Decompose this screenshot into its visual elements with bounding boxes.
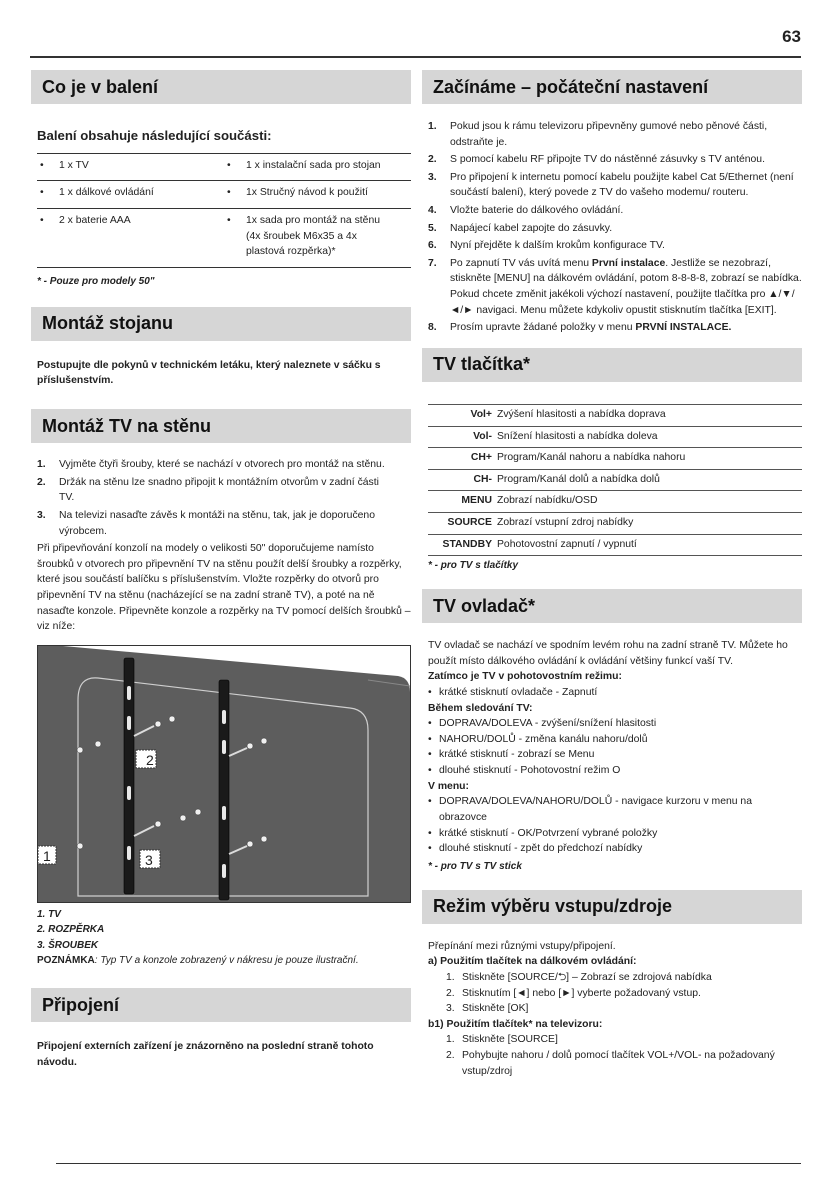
joystick-list-menu [428, 794, 802, 856]
table-row: Vol+ Zvýšení hlasitosti a nabídka doprava [428, 404, 802, 426]
list-item: • dlouhé stisknutí - Pohotovostní režim O [428, 765, 621, 777]
table-row: CH+ Program/Kanál nahoru a nabídka nahoru [428, 448, 802, 470]
list-item: 2. S pomocí kabelu RF připojte TV do nástěnné zásuvky s TV anténou. [428, 154, 765, 166]
stand-text: Postupujte dle pokynů v technickém letáku, který naleznete v sáčku s příslušenstvím. [37, 359, 381, 387]
list-item: 1. Stiskněte [SOURCE/⮌] – Zobrazí se zdrojová nabídka [446, 971, 712, 983]
table-row: SOURCE Zobrazí vstupní zdroj nabídky [428, 512, 802, 534]
package-item: 1 x instalační sada pro stojan [246, 159, 381, 171]
section-wall [31, 409, 411, 968]
list-item: • DOPRAVA/DOLEVA/NAHORU/DOLŮ - navigace kurzoru v menu na obrazovce [428, 796, 752, 823]
right-column [422, 70, 802, 1091]
package-item: 2 x baterie AAA [59, 215, 131, 227]
list-item: 1. Stiskněte [SOURCE] [446, 1034, 558, 1046]
package-table [37, 153, 411, 268]
table-row: STANDBY Pohotovostní zapnutí / vypnutí [428, 534, 802, 556]
list-item: 5. Napájecí kabel zapojte do zásuvky. [428, 222, 613, 234]
section-buttons [422, 348, 802, 573]
section-title-setup: Začínáme – počáteční nastavení [422, 70, 802, 104]
footer-rule [56, 1163, 801, 1164]
list-item: • krátké stisknutí ovladače - Zapnutí [428, 687, 598, 699]
section-setup [422, 70, 802, 336]
joystick-heading: Zatímco je TV v pohotovostním režimu: [428, 671, 622, 683]
connect-text: Připojení externích zařízení je znázorněno na poslední straně tohoto návodu. [37, 1041, 374, 1068]
list-item: • NAHORU/DOLŮ - změna kanálu nahoru/dolů [428, 733, 648, 745]
package-item: 1x sada pro montáž na stěnu (4x šroubek M6x35 a 4x plastová rozpěrka)* [246, 215, 381, 258]
list-item: 3. Na televizi nasaďte závěs k montáži na stěnu, tak, jak je doporučeno výrobcem. [37, 509, 375, 537]
figure-label: 3 [145, 851, 153, 868]
list-item: 3. Stiskněte [OK] [446, 1003, 529, 1015]
input-list-remote [446, 970, 802, 1017]
joystick-list-watching [428, 716, 802, 778]
buttons-footnote: * - pro TV s tlačítky [428, 560, 519, 572]
page-number: 63 [782, 27, 801, 46]
section-connect [31, 988, 411, 1070]
joystick-heading: V menu: [428, 780, 469, 792]
package-item: 1 x dálkové ovládání [59, 187, 154, 199]
tv-bracket-drawing [38, 646, 411, 903]
header-rule [30, 56, 801, 58]
figure-note: POZNÁMKA: Typ TV a konzole zobrazený v nákresu je pouze ilustrační. [37, 955, 359, 967]
list-item: • dlouhé stisknutí - zpět do předchozí nabídky [428, 843, 643, 855]
section-title-joystick: TV ovladač* [422, 589, 802, 623]
wall-steps [37, 457, 411, 539]
legend-item: 1. TV [37, 908, 61, 920]
package-item: 1x Stručný návod k použití [246, 187, 368, 199]
package-subtitle: Balení obsahuje následující součásti: [37, 128, 272, 143]
table-row: • 1 x TV • 1 x instalační sada pro stojan [37, 153, 411, 181]
joystick-heading: Během sledování TV: [428, 702, 533, 714]
table-row: CH- Program/Kanál dolů a nabídka dolů [428, 469, 802, 491]
input-heading-tv: b1) Použitím tlačítek* na televizoru: [428, 1018, 603, 1030]
legend-item: 2. ROZPĚRKA [37, 924, 105, 936]
section-stand [31, 307, 411, 389]
joystick-list-standby [428, 685, 802, 701]
section-title-connect: Připojení [31, 988, 411, 1022]
table-row: • 2 x baterie AAA • 1x sada pro montáž na stěnu (4x šroubek M6x35 a 4x plastová rozpěrka)* [37, 209, 411, 268]
input-list-tv [446, 1032, 802, 1079]
package-footnote: * - Pouze pro modely 50" [37, 275, 155, 287]
list-item: • krátké stisknutí - OK/Potvrzení vybrané položky [428, 827, 658, 839]
section-title-buttons: TV tlačítka* [422, 348, 802, 382]
list-item: 2. Stisknutím [◄] nebo [►] vyberte požadovaný vstup. [446, 987, 701, 999]
figure-legend [37, 907, 411, 954]
list-item: • DOPRAVA/DOLEVA - zvýšení/snížení hlasitosti [428, 718, 657, 730]
package-item: 1 x TV [59, 159, 89, 171]
list-item: 2. Pohybujte nahoru / dolů pomocí tlačítek VOL+/VOL- na požadovaný vstup/zdroj [446, 1049, 775, 1077]
figure-label: 2 [146, 751, 154, 768]
setup-steps [428, 119, 802, 336]
table-row: Vol- Snížení hlasitosti a nabídka doleva [428, 426, 802, 448]
wall-mount-illustration [37, 645, 411, 903]
list-item: • krátké stisknutí - zobrazí se Menu [428, 749, 595, 761]
joystick-intro: TV ovladač se nachází ve spodním levém rohu na zadní straně TV. Můžete ho použít místo dálkového ovládání k ovládání většiny funkcí vaší TV. [428, 640, 788, 667]
figure-label: 1 [43, 847, 51, 864]
wall-paragraph: Při připevňování konzolí na modely o velikosti 50" doporučujeme namísto šroubků v otvorech pro připevnění TV na stěnu použít delší šroubky a rozpěrky, které jsou součástí balíčku s příslušenstvím. Vložte rozpěrky do otvorů pro připevnění TV na stěnu (nacházející se na zadní straně TV), a poté na ně nasaďte konzole. Připevněte konzole a rozpěrky na TV pomocí delších šroubků – viz níže: [37, 543, 411, 633]
section-title-stand: Montáž stojanu [31, 307, 411, 341]
legend-item: 3. ŠROUBEK [37, 939, 99, 951]
list-item: 7. Po zapnutí TV vás uvítá menu První instalace. Jestliže se nezobrazí, stiskněte [MENU] na dálkovém ovládání, potom 8-8-8-8, zobrazí se nabídka. Pokud chcete změnit jakékoli výchozí nastavení, použijte tlačítka pro ▲/▼/◄/► navigaci. Menu můžete kdykoliv opustit stisknutím tlačítka [EXIT]. [428, 257, 802, 316]
list-item: 8. Prosím upravte žádané položky v menu PRVNÍ INSTALACE. [428, 322, 732, 334]
input-heading-remote: a) Použitím tlačítek na dálkovém ovládání: [428, 956, 637, 968]
input-intro: Přepínání mezi různými vstupy/připojení. [428, 940, 616, 952]
left-column [31, 70, 411, 1082]
list-item: 4. Vložte baterie do dálkového ovládání. [428, 205, 624, 217]
joystick-footnote: * - pro TV s TV stick [428, 860, 522, 872]
table-row: • 1 x dálkové ovládání • 1x Stručný návod k použití [37, 181, 411, 209]
table-row: MENU Zobrazí nabídku/OSD [428, 491, 802, 513]
list-item: 1. Vyjměte čtyři šrouby, které se nachází v otvorech pro montáž na stěnu. [37, 459, 385, 471]
list-item: 6. Nyní přejděte k dalším krokům konfigurace TV. [428, 240, 665, 252]
section-package [31, 70, 411, 289]
section-title-wall: Montáž TV na stěnu [31, 409, 411, 443]
section-input [422, 890, 802, 1079]
list-item: 2. Držák na stěnu lze snadno připojit k montážním otvorům v zadní části TV. [37, 476, 379, 504]
section-joystick [422, 589, 802, 874]
buttons-table [428, 404, 802, 556]
list-item: 1. Pokud jsou k rámu televizoru připevněny gumové nebo pěnové části, odstraňte je. [428, 121, 768, 148]
section-title-package: Co je v balení [31, 70, 411, 104]
section-title-input: Režim výběru vstupu/zdroje [422, 890, 802, 924]
list-item: 3. Pro připojení k internetu pomocí kabelu použijte kabel Cat 5/Ethernet (není součástí balení), který povede z TV do vašeho modemu/ routeru. [428, 171, 794, 199]
